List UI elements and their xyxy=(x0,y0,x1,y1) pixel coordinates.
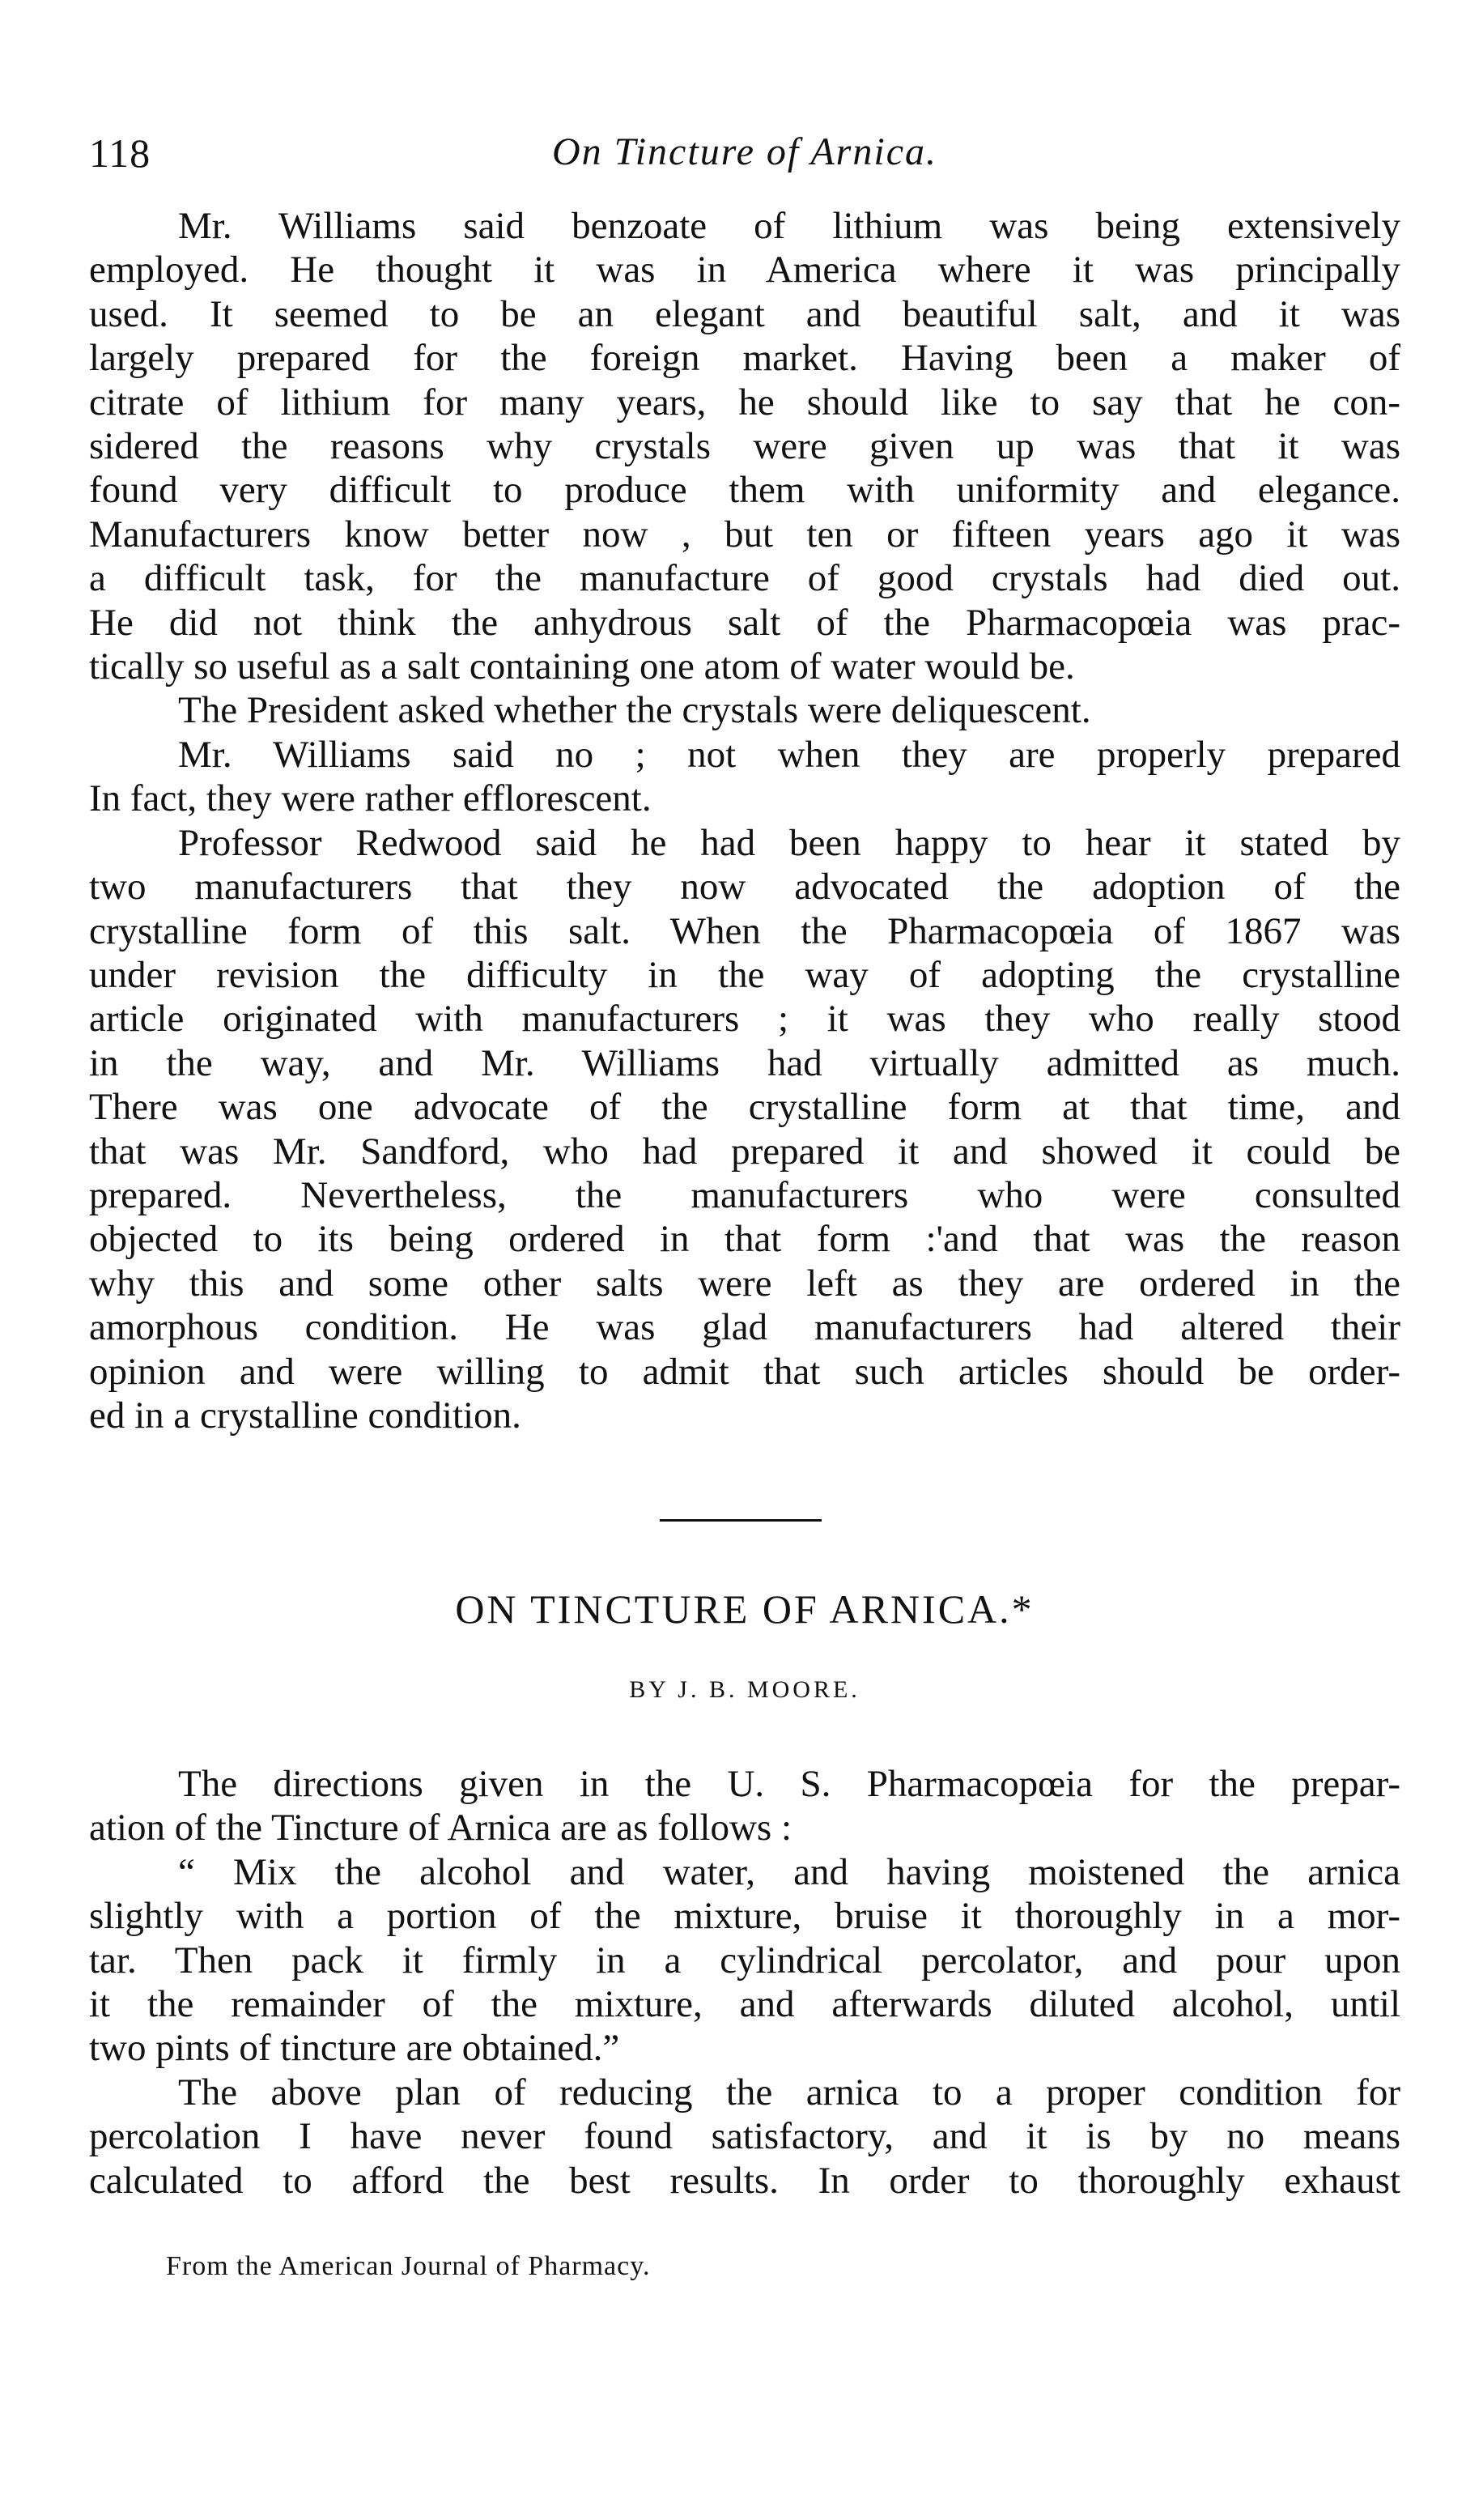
text-line: used. It seemed to be an elegant and beautiful salt, and it was xyxy=(89,292,1400,335)
text-line: employed. He thought it was in America where it was principally xyxy=(89,249,1400,292)
text-line: The President asked whether the crystals were deliquescent. xyxy=(178,689,1091,732)
text-line: amorphous condition. He was glad manufacturers had altered their xyxy=(89,1306,1400,1349)
text-line: prepared. Nevertheless, the manufacturers who were consulted xyxy=(89,1173,1400,1216)
paragraph xyxy=(89,1762,1400,1850)
paragraph xyxy=(89,733,1400,821)
text-line: In fact, they were rather efflorescent. xyxy=(89,777,652,820)
article-title: ON TINCTURE OF ARNICA.* xyxy=(455,1586,1035,1632)
text-line: under revision the difficulty in the way of adopting the crystalline xyxy=(89,953,1400,996)
paragraph xyxy=(89,821,1400,1438)
text-line: ation of the Tincture of Arnica are as follows : xyxy=(89,1807,792,1850)
text-line: Mr. Williams said benzoate of lithium was being extensively xyxy=(178,205,1400,247)
page-number: 118 xyxy=(89,130,151,176)
article-byline: BY J. B. MOORE. xyxy=(629,1676,860,1703)
text-line: found very difficult to produce them with uniformity and elegance. xyxy=(89,469,1400,512)
text-line: sidered the reasons why crystals were given up was that it was xyxy=(89,425,1400,468)
text-line: largely prepared for the foreign market. Having been a maker of xyxy=(89,337,1400,380)
paragraph xyxy=(89,204,1400,688)
text-line: percolation I have never found satisfactory, and it is by no means xyxy=(89,2115,1400,2158)
text-line: that was Mr. Sandford, who had prepared it and showed it could be xyxy=(89,1130,1400,1173)
paragraph xyxy=(89,688,1400,732)
text-line: ed in a crystalline condition. xyxy=(89,1394,521,1437)
text-line: The above plan of reducing the arnica to a proper condition for xyxy=(178,2071,1400,2113)
discussion-text xyxy=(89,204,1400,1437)
text-line: article originated with manufacturers ; it was they who really stood xyxy=(89,998,1400,1041)
text-line: slightly with a portion of the mixture, bruise it thoroughly in a mor- xyxy=(89,1895,1400,1938)
paragraph xyxy=(89,1850,1400,2071)
paragraph xyxy=(89,2071,1400,2203)
text-line: two manufacturers that they now advocated the adoption of the xyxy=(89,866,1400,909)
text-line: Professor Redwood said he had been happy to hear it stated by xyxy=(178,821,1400,864)
text-line: objected to its being ordered in that form :'and that was the reason xyxy=(89,1218,1400,1261)
text-line: He did not think the anhydrous salt of the Pharmacopœia was prac- xyxy=(89,601,1400,644)
text-line: crystalline form of this salt. When the Pharmacopœia of 1867 was xyxy=(89,909,1400,952)
footnote: From the American Journal of Pharmacy. xyxy=(166,2251,651,2281)
text-line: The directions given in the U. S. Pharmacopœia for the prepar- xyxy=(178,1763,1400,1805)
text-line: a difficult task, for the manufacture of good crystals had died out. xyxy=(89,557,1400,600)
text-line: in the way, and Mr. Williams had virtually admitted as much. xyxy=(89,1041,1400,1084)
text-line: There was one advocate of the crystalline form at that time, and xyxy=(89,1086,1400,1129)
text-line: tically so useful as a salt containing one atom of water would be. xyxy=(89,645,1075,688)
page-header xyxy=(89,130,1400,186)
text-line: it the remainder of the mixture, and afterwards diluted alcohol, until xyxy=(89,1983,1400,2026)
text-line: two pints of tincture are obtained.” xyxy=(89,2027,620,2070)
section-divider xyxy=(660,1519,822,1522)
text-line: calculated to afford the best results. In order to thoroughly exhaust xyxy=(89,2159,1400,2202)
text-line: why this and some other salts were left as they are ordered in the xyxy=(89,1262,1400,1305)
text-line: tar. Then pack it firmly in a cylindrical percolator, and pour upon xyxy=(89,1939,1400,1982)
text-line: opinion and were willing to admit that such articles should be order- xyxy=(89,1350,1400,1393)
article-text xyxy=(89,1762,1400,2203)
text-line: Mr. Williams said no ; not when they are properly prepared xyxy=(178,733,1400,776)
text-line: citrate of lithium for many years, he should like to say that he con- xyxy=(89,381,1400,424)
running-title: On Tincture of Arnica. xyxy=(552,130,937,173)
text-line: “ Mix the alcohol and water, and having moistened the arnica xyxy=(178,1850,1400,1893)
text-line: Manufacturers know better now , but ten or fifteen years ago it was xyxy=(89,513,1400,556)
